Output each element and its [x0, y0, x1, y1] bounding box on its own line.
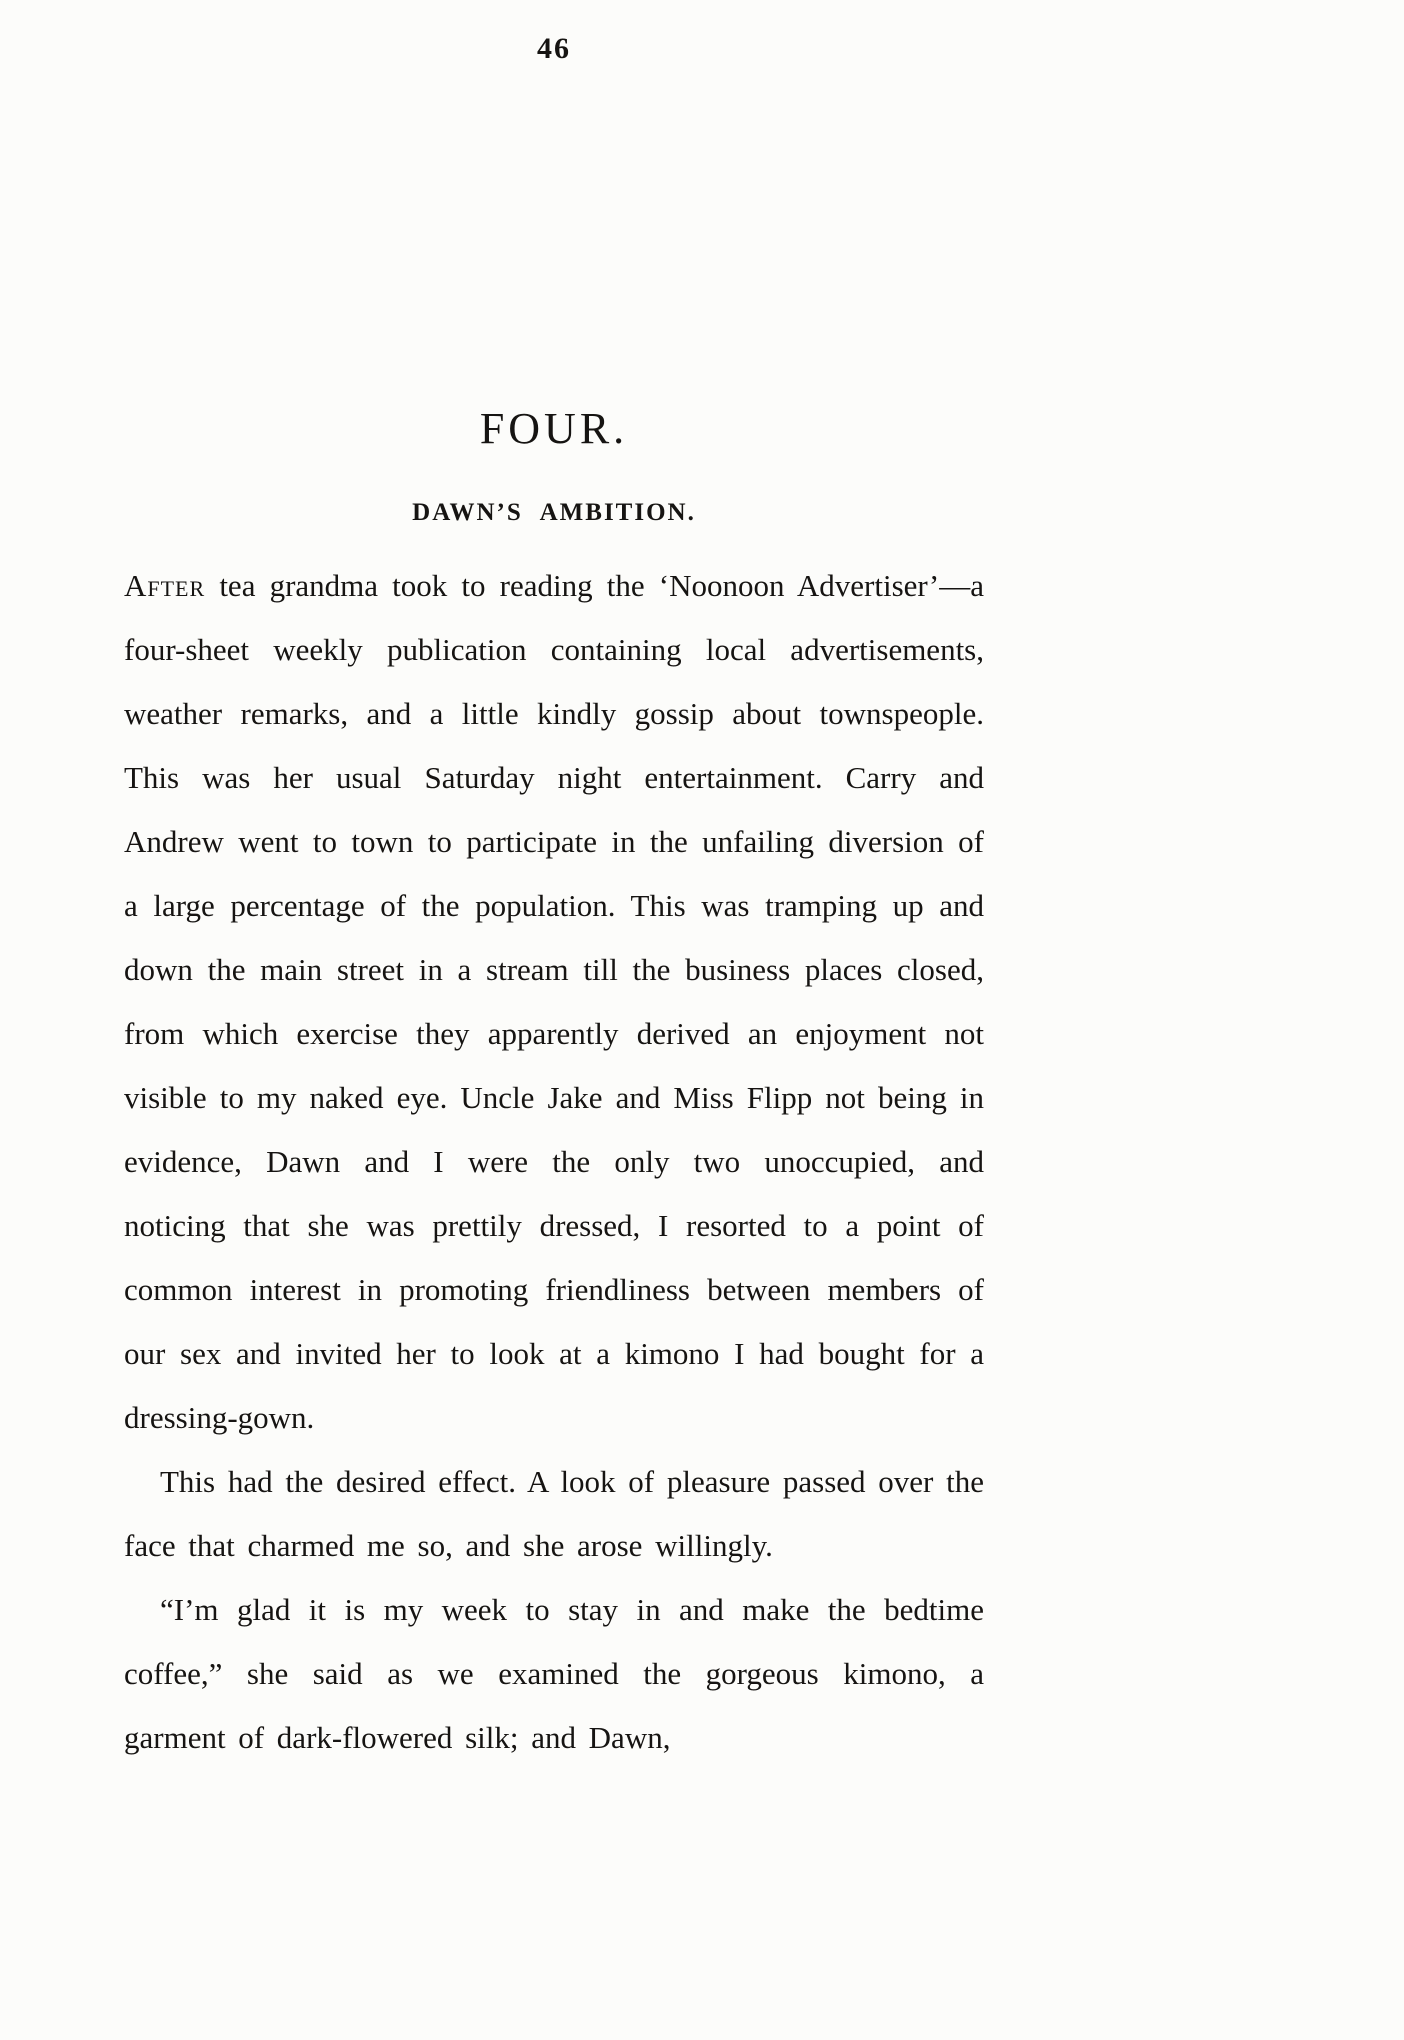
paragraph [124, 554, 984, 1450]
chapter-subtitle: DAWN’S AMBITION. [412, 499, 696, 526]
chapter-title: FOUR. [479, 404, 629, 453]
paragraph-text: “I’m glad it is my week to stay in and make the bedtime coffee,” she said as we examined the gorgeous kimono, a garment of dark-flowered silk; and Dawn, [124, 1592, 984, 1755]
text-column [124, 32, 984, 1770]
paragraph [124, 1450, 984, 1578]
body-text [124, 554, 984, 1770]
page-number: 46 [537, 32, 571, 65]
paragraph-text: tea grandma took to reading the ‘Noonoon Advertiser’—a four-sheet weekly publication containing local advertisements, weather remarks, and a little kindly gossip about townspeople. This was her usual Saturday night entertainment. Carry and Andrew went to town to participate in the unfailing diversion of a large percentage of the population. This was tramping up and down the main street in a stream till the business places closed, from which exercise they apparently derived an enjoyment not visible to my naked eye. Uncle Jake and Miss Flipp not being in evidence, Dawn and I were the only two unoccupied, and noticing that she was prettily dressed, I resorted to a point of common interest in promoting friendliness between members of our sex and invited her to look at a kimono I had bought for a dressing-gown. [124, 568, 984, 1435]
paragraph-lead-word: After [124, 568, 206, 603]
paragraph [124, 1578, 984, 1770]
paragraph-text: This had the desired effect. A look of pleasure passed over the face that charmed me so, and she arose willingly. [124, 1464, 984, 1563]
